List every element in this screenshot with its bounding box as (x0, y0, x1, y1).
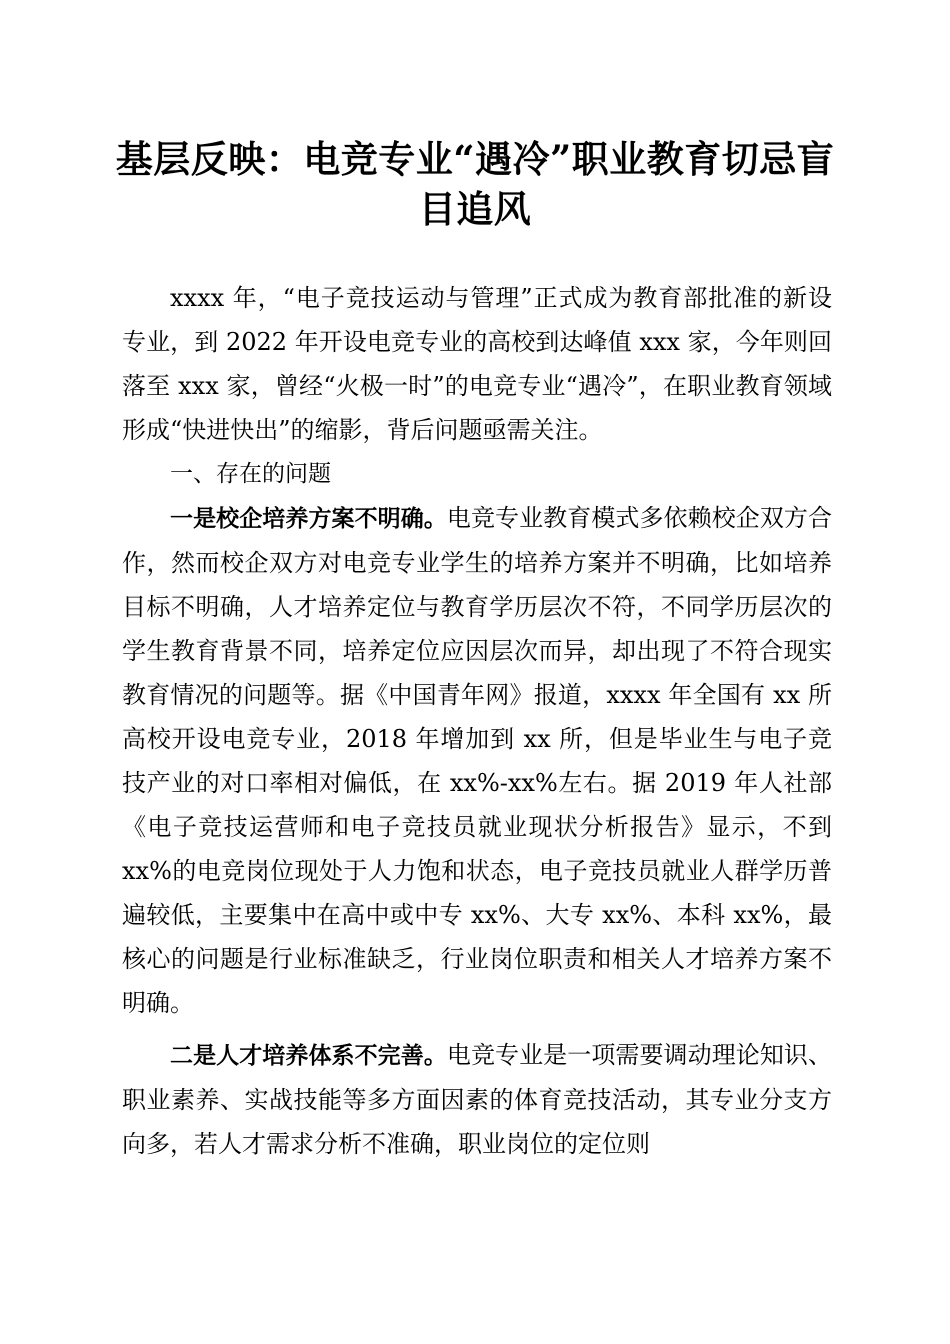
point-1-lead: 一是校企培养方案不明确。 (170, 506, 447, 532)
document-title-line-2: 目追风 (418, 187, 532, 231)
point-1-paragraph (122, 496, 832, 1025)
point-2-paragraph (122, 1033, 832, 1166)
point-2-lead: 二是人才培养体系不完善。 (170, 1043, 447, 1069)
document-body (122, 276, 832, 1166)
intro-paragraph: xxxx 年，“电子竞技运动与管理”正式成为教育部批准的新设专业，到 2022 年开设电竞专业的高校到达峰值 xxx 家，今年则回落至 xxx 家，曾经“火极一时”的电竞专业“遇冷”，在职业教育领域形成“快进快出”的缩影，背后问题亟需关注。 (122, 284, 832, 444)
document-title-line-1: 基层反映：电竞专业“遇冷”职业教育切忌盲 (115, 137, 835, 181)
point-1-text: 电竞专业教育模式多依赖校企双方合作，然而校企双方对电竞专业学生的培养方案并不明确，比如培养目标不明确，人才培养定位与教育学历层次不符，不同学历层次的学生教育背景不同，培养定位应因层次而异，却出现了不符合现实教育情况的问题等。据《中国青年网》报道，xxxx 年全国有 xx 所高校开设电竞专业，2018 年增加到 xx 所，但是毕业生与电子竞技产业的对口率相对偏低，在 xx%-xx%左右。据 2019 年人社部《电子竞技运营师和电子竞技员就业现状分析报告》显示，不到 xx%的电竞岗位现处于人力饱和状态，电子竞技员就业人群学历普遍较低，主要集中在高中或中专 xx%、大专 xx%、本科 xx%，最核心的问题是行业标准缺乏，行业岗位职责和相关人才培养方案不明确。 (122, 504, 833, 1017)
paragraph-gap (122, 1025, 832, 1033)
section-heading-problems: 一、存在的问题 (170, 461, 331, 487)
point-2-text: 电竞专业是一项需要调动理论知识、职业素养、实战技能等多方面因素的体育竞技活动，其专业分支方向多，若人才需求分析不准确，职业岗位的定位则 (122, 1041, 833, 1158)
